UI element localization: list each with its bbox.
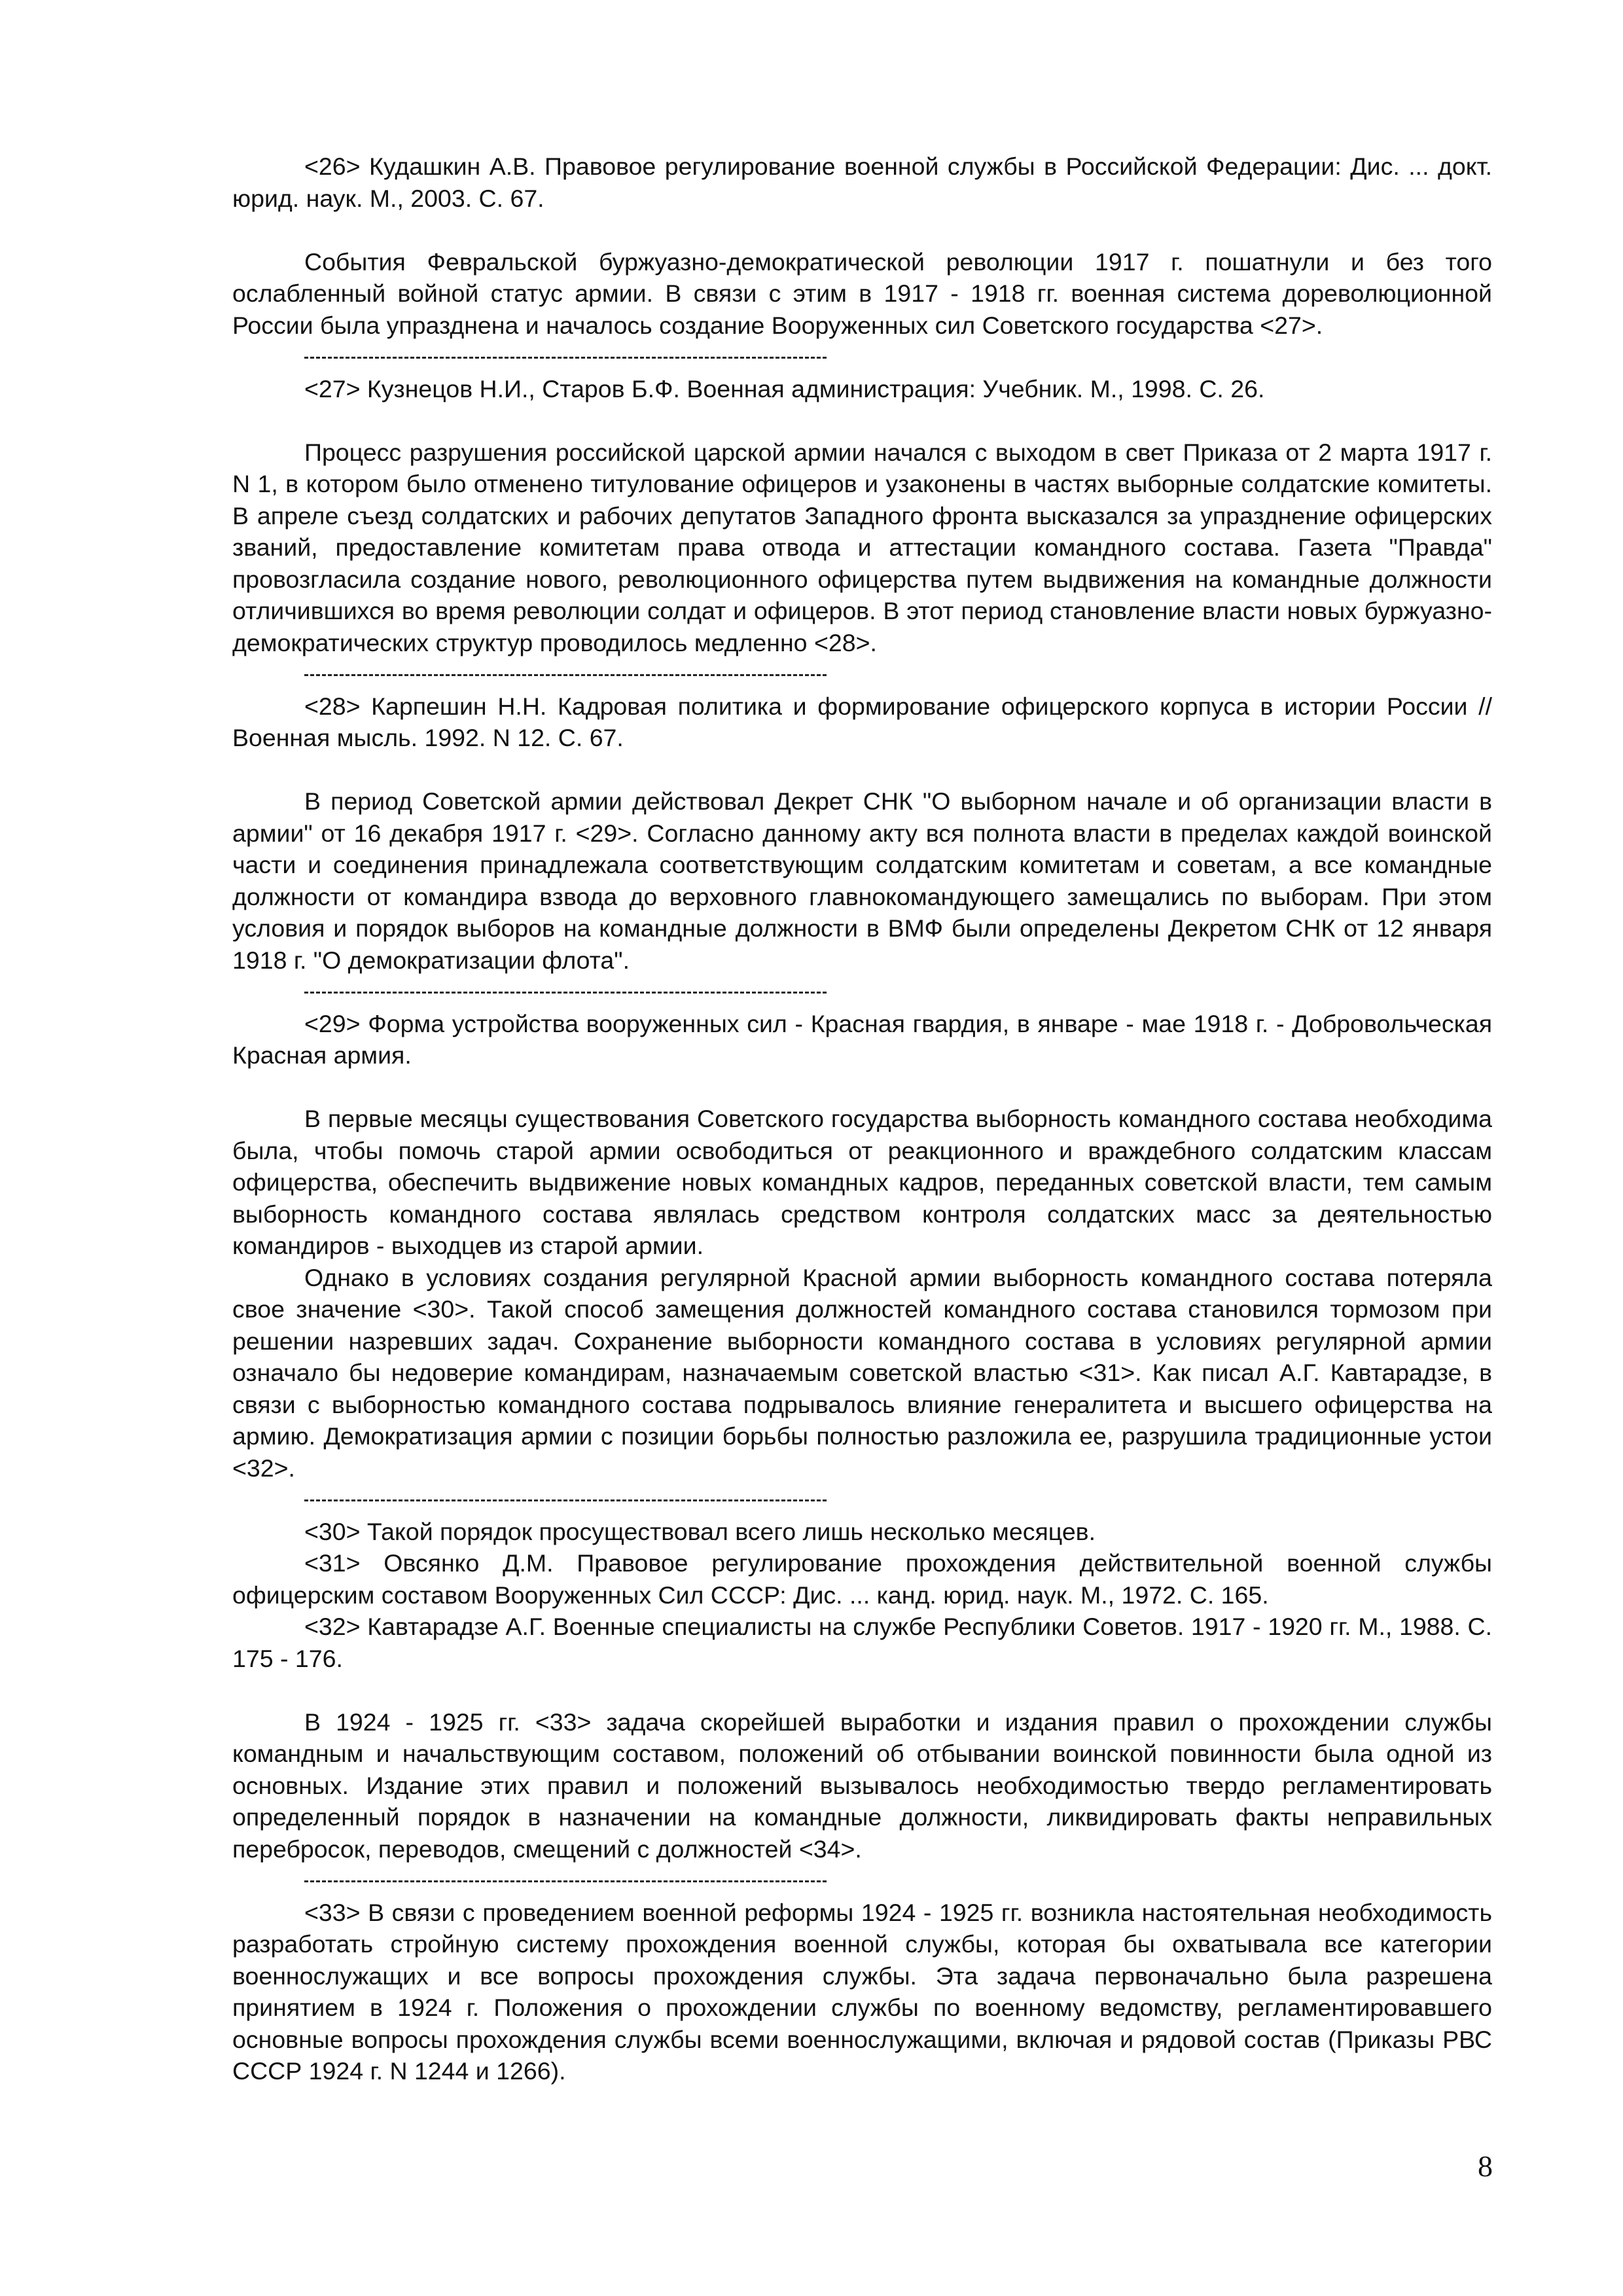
paragraph-6: В 1924 - 1925 гг. <33> задача скорейшей выработки и издания правил о прохождении службы командным и начальствующим составом, положений об отбывании воинской повинности была одной из основных. Издание этих правил и положений вызывалось необходимостью твердо регламентировать определенный порядок в назначении на командные должности, ликвидировать факты неправильных перебросок, переводов, смещений с должностей <34>. [232, 1708, 1492, 1863]
footnote-29: <29> Форма устройства вооруженных сил - Красная гвардия, в январе - мае 1918 г. - Добровольческая Красная армия. [232, 1009, 1492, 1069]
spacer [232, 404, 1492, 437]
footnote-28: <28> Карпешин Н.Н. Кадровая политика и формирование офицерского корпуса в истории России // Военная мысль. 1992. N 12. С. 67. [232, 692, 1492, 751]
paragraph-5: Однако в условиях создания регулярной Красной армии выборность командного состава потеряла свое значение <30>. Такой способ замещения должностей командного состава становился тормозом при решении назревших задач. Сохранение выборности командного состава в условиях регулярной армии означало бы недоверие командирам, назначаемым советской властью <31>. Как писал А.Г. Кавтарадзе, в связи с выборностью командного состава подрывалось влияние генералитета и высшего офицерства на армию. Демократизация армии с позиции борьбы полностью разложила ее, разрушила традиционные устои <32>. [232, 1263, 1492, 1482]
document-body [232, 151, 1492, 2087]
footnote-32: <32> Кавтарадзе А.Г. Военные специалисты на службе Республики Советов. 1917 - 1920 гг. М., 1988. С. 175 - 176. [232, 1613, 1492, 1672]
paragraph-1: События Февральской буржуазно-демократической революции 1917 г. пошатнули и без того ослабленный войной статус армии. В связи с этим в 1917 - 1918 гг. военная система дореволюционной России была упразднена и началось создание Вооруженных сил Советского государства <27>. [232, 247, 1492, 339]
footnote-26: <26> Кудашкин А.В. Правовое регулирование военной службы в Российской Федерации: Дис. ... докт. юрид. наук. М., 2003. С. 67. [232, 152, 1492, 212]
footnote-separator [232, 976, 1492, 1008]
page-number: 8 [1478, 2149, 1493, 2183]
footnote-27: <27> Кузнецов Н.И., Старов Б.Ф. Военная администрация: Учебник. М., 1998. С. 26. [304, 374, 1265, 403]
paragraph-3: В период Советской армии действовал Декрет СНК "О выборном начале и об организации власти в армии" от 16 декабря 1917 г. <29>. Согласно данному акту вся полнота власти в пределах каждой воинской части и соединения принадлежала соответствующим солдатским комитетам и советам, а все командные должности от командира взвода до верховного главнокомандующего замещались по выборам. При этом условия и порядок выборов на командные должности в ВМФ были определены Декретом СНК от 12 января 1918 г. "О демократизации флота". [232, 787, 1492, 974]
spacer [232, 754, 1492, 786]
footnote-separator [232, 658, 1492, 691]
spacer [232, 214, 1492, 246]
spacer [232, 1674, 1492, 1706]
footnote-30: <30> Такой порядок просуществовал всего лишь несколько месяцев. [304, 1517, 1096, 1545]
paragraph-2: Процесс разрушения российской царской армии начался с выходом в свет Приказа от 2 марта 1917 г. N 1, в котором было отменено титулование офицеров и узаконены в частях выборные солдатские комитеты. В апреле съезд солдатских и рабочих депутатов Западного фронта высказался за упразднение офицерских званий, предоставление комитетам права отвода и аттестации командного состава. Газета "Правда" провозгласила создание нового, революционного офицерства путем выдвижения на командные должности отличившихся во время революции солдат и офицеров. В этот период становление власти новых буржуазно-демократических структур проводилось медленно <28>. [232, 438, 1492, 656]
footnote-31: <31> Овсянко Д.М. Правовое регулирование прохождения действительной военной службы офицерским составом Вооруженных Сил СССР: Дис. ... канд. юрид. наук. М., 1972. С. 165. [232, 1549, 1492, 1609]
spacer [232, 1071, 1492, 1103]
footnote-separator [232, 341, 1492, 373]
footnote-separator [232, 1865, 1492, 1897]
paragraph-4: В первые месяцы существования Советского государства выборность командного состава необходима была, чтобы помочь старой армии освободиться от реакционного и враждебного солдатским классам офицерства, обеспечить выдвижение новых командных кадров, переданных советской власти, тем самым выборность командного состава являлась средством контроля солдатских масс за деятельностью командиров - выходцев из старой армии. [232, 1105, 1492, 1259]
footnote-separator [232, 1484, 1492, 1516]
footnote-33: <33> В связи с проведением военной реформы 1924 - 1925 гг. возникла настоятельная необходимость разработать стройную систему прохождения военной службы, которая бы охватывала все категории военнослужащих и все вопросы прохождения службы. Эта задача первоначально была разрешена принятием в 1924 г. Положения о прохождении службы по военному ведомству, регламентировавшего основные вопросы прохождения службы всеми военнослужащими, включая и рядовой состав (Приказы РВС СССР 1924 г. N 1244 и 1266). [232, 1898, 1492, 2085]
